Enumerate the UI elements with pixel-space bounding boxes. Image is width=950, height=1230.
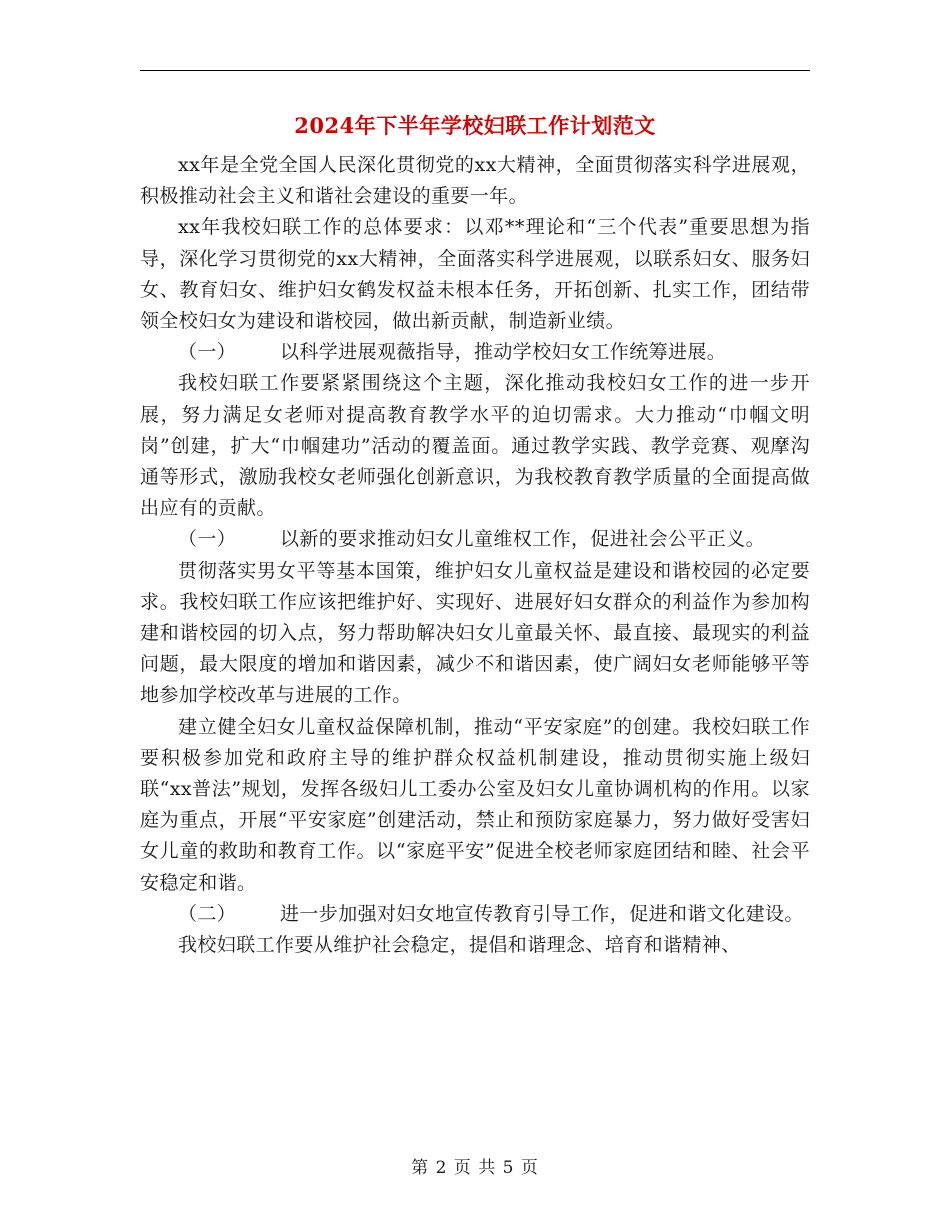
section-heading: （一） 以科学进展观薇指导，推动学校妇女工作统筹进展。 (140, 337, 810, 368)
paragraph: xx年我校妇联工作的总体要求：以邓**理论和“三个代表”重要思想为指导，深化学习贯彻党的xx大精神，全面落实科学进展观，以联系妇女、服务妇女、教育妇女、维护妇女鹤发权益未根本任务，开拓创新、扎实工作，团结带领全校妇女为建设和谐校园，做出新贡献，制造新业绩。 (140, 216, 810, 333)
paragraph: 我校妇联工作要从维护社会稳定，提倡和谐理念、培育和谐精神、 (178, 934, 741, 957)
page-footer: 第 2 页 共 5 页 (411, 1158, 539, 1178)
section-number: （一） (178, 528, 237, 551)
document-title: 2024年下半年学校妇联工作计划范文 (294, 113, 656, 138)
paragraph: 我校妇联工作要紧紧围绕这个主题，深化推动我校妇女工作的进一步开展，努力满足女老师对提高教育教学水平的迫切需求。大力推动“巾帼文明岗”创建，扩大“巾帼建功”活动的覆盖面。通过教学实践、教学竞赛、观摩沟通等形式，激励我校女老师强化创新意识，为我校教育教学质量的全面提高做出应有的贡献。 (140, 372, 810, 520)
section-number: （一） (178, 341, 237, 364)
document-body (140, 150, 810, 961)
paragraph: 贯彻落实男女平等基本国策，维护妇女儿童权益是建设和谐校园的必定要求。我校妇联工作应该把维护好、实现好、进展好妇女群众的利益作为参加构建和谐校园的切入点，努力帮助解决妇女儿童最关怀、最直接、最现实的利益问题，最大限度的增加和谐因素，减少不和谐因素，使广阔妇女老师能够平等地参加学校改革与进展的工作。 (140, 559, 810, 707)
paragraph: xx年是全党全国人民深化贯彻党的xx大精神，全面贯彻落实科学进展观，积极推动社会主义和谐社会建设的重要一年。 (140, 154, 810, 208)
section-heading: （一） 以新的要求推动妇女儿童维权工作，促进社会公平正义。 (140, 524, 810, 555)
paragraph: 建立健全妇女儿童权益保障机制，推动“平安家庭”的创建。我校妇联工作要积极参加党和政府主导的维护群众权益机制建设，推动贯彻实施上级妇联“xx普法”规划，发挥各级妇儿工委办公室及妇女儿童协调机构的作用。以家庭为重点，开展“平安家庭”创建活动，禁止和预防家庭暴力，努力做好受害妇女儿童的救助和教育工作。以“家庭平安”促进全校老师家庭团结和睦、社会平安稳定和谐。 (140, 715, 810, 894)
header-rule (140, 70, 810, 71)
section-number: （二） (178, 902, 237, 925)
section-heading: （二） 进一步加强对妇女地宣传教育引导工作，促进和谐文化建设。 (140, 899, 810, 930)
